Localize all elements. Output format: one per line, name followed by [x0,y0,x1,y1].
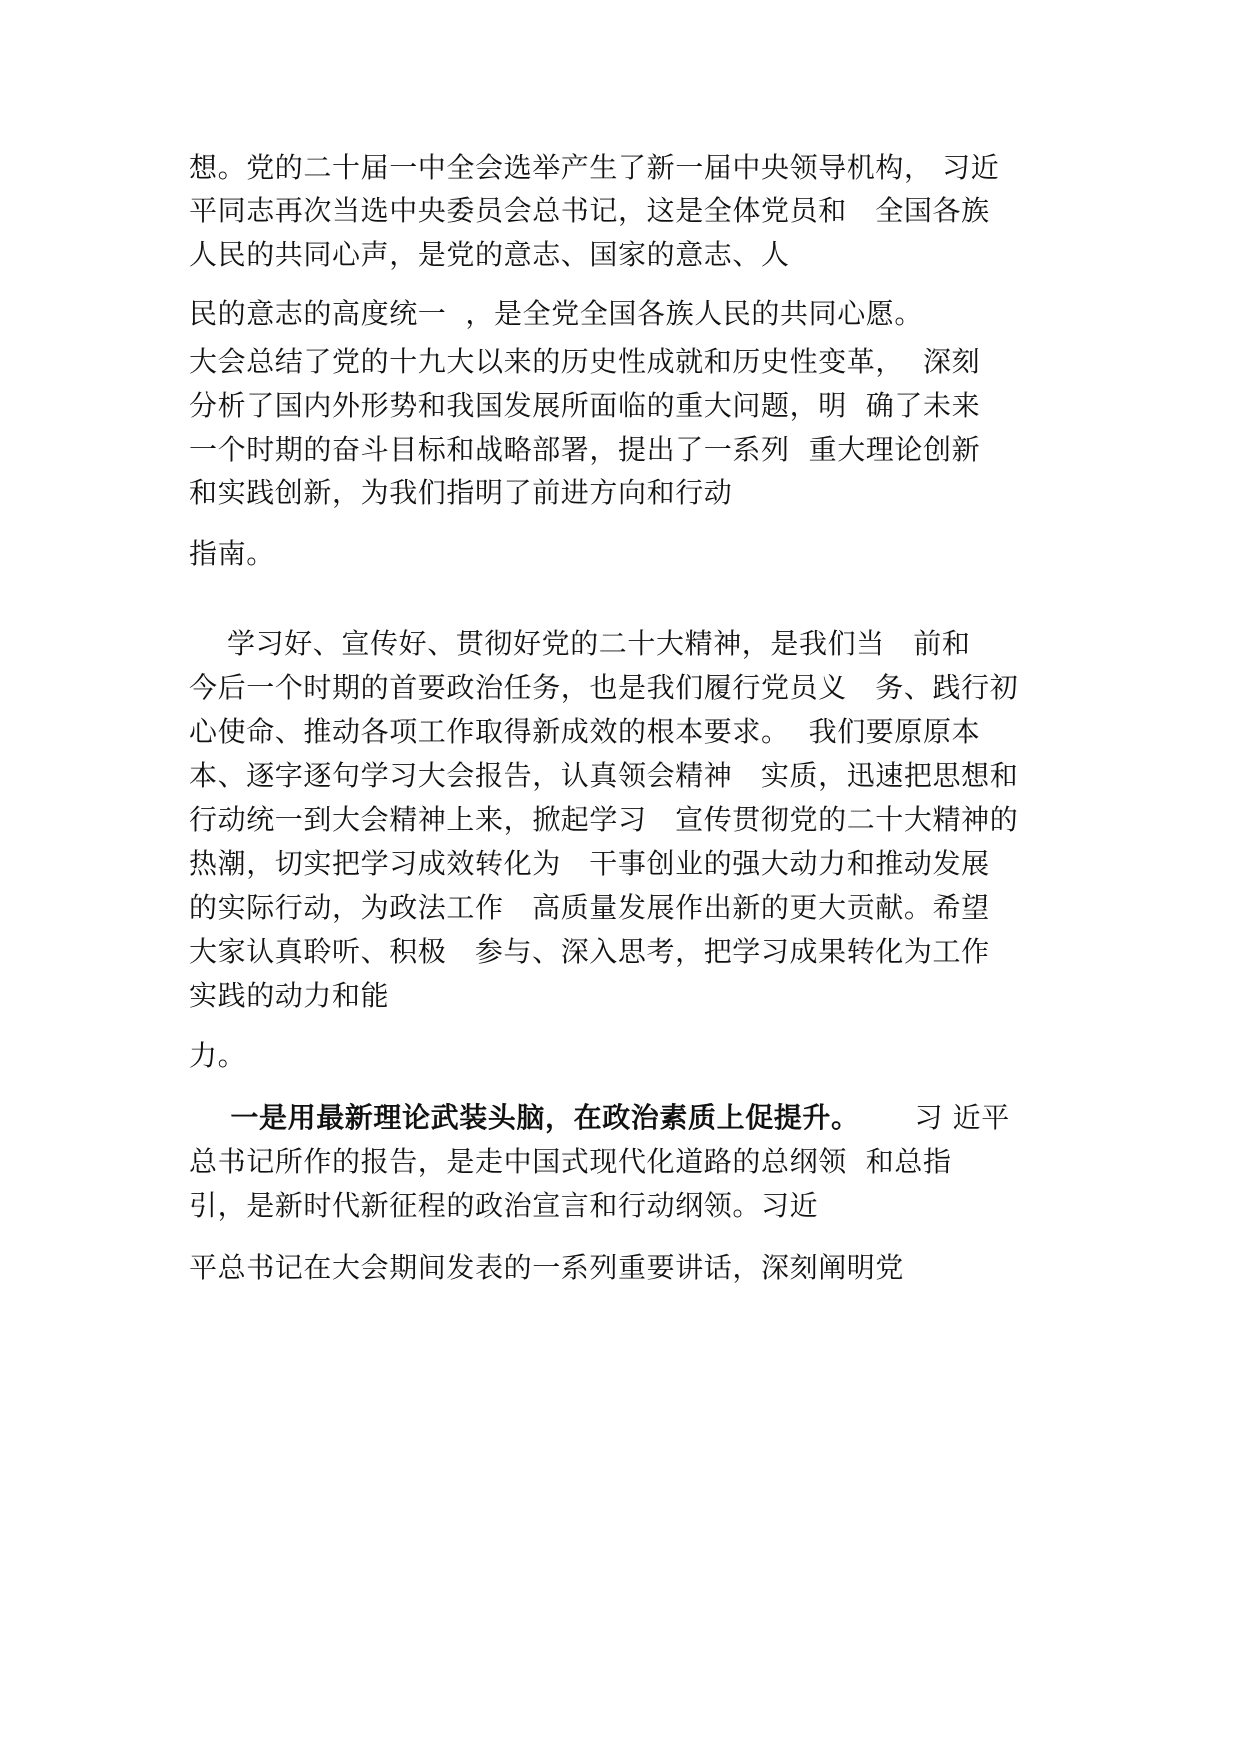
paragraph-line: 人民的共同心声，是党的意志、国家的意志、人 [189,238,790,271]
paragraph-line: 心使命、推动各项工作取得新成效的根本要求。 我们要原原本 [189,715,981,748]
paragraph-line: 一个时期的奋斗目标和战略部署，提出了一系列 重大理论创新 [189,433,981,466]
paragraph-line: 力。 [189,1039,247,1072]
paragraph-line: 大会总结了党的十九大以来的历史性成就和历史性变革， 深刻 [189,345,981,378]
paragraph-line: 引，是新时代新征程的政治宣言和行动纲领。习近 [189,1189,819,1222]
paragraph-line: 想。党的二十届一中全会选举产生了新一届中央领导机构， 习近 [189,151,1000,184]
paragraph-line: 民的意志的高度统一 ，是全党全国各族人民的共同心愿。 [189,297,924,330]
paragraph-line: 学习好、宣传好、贯彻好党的二十大精神，是我们当 前和 [189,627,971,660]
paragraph-line: 平同志再次当选中央委员会总书记，这是全体党员和 全国各族 [189,194,990,227]
paragraph-line: 热潮，切实把学习成效转化为 干事创业的强大动力和推动发展 [189,847,990,880]
paragraph-line: 指南。 [189,537,275,570]
paragraph-line: 实践的动力和能 [189,979,390,1012]
paragraph-line: 的实际行动，为政法工作 高质量发展作出新的更大贡献。希望 [189,891,990,924]
paragraph-line: 本、逐字逐句学习大会报告，认真领会精神 实质，迅速把思想和 [189,759,1019,792]
paragraph-line: 平总书记在大会期间发表的一系列重要讲话，深刻阐明党 [189,1251,905,1284]
paragraph-line: 今后一个时期的首要政治任务，也是我们履行党员义 务、践行初 [189,671,1019,704]
section-heading: 一是用最新理论武装头脑，在政治素质上促提升。 [189,1101,860,1134]
paragraph-line: 和实践创新，为我们指明了前进方向和行动 [189,476,733,509]
paragraph-line: 习 近平 [905,1101,1010,1134]
paragraph-line: 总书记所作的报告，是走中国式现代化道路的总纲领 和总指 [189,1145,952,1178]
paragraph-line: 大家认真聆听、积极 参与、深入思考，把学习成果转化为工作 [189,935,990,968]
paragraph-line: 行动统一到大会精神上来，掀起学习 宣传贯彻党的二十大精神的 [189,803,1019,836]
paragraph-line: 分析了国内外形势和我国发展所面临的重大问题，明 确了未来 [189,389,981,422]
